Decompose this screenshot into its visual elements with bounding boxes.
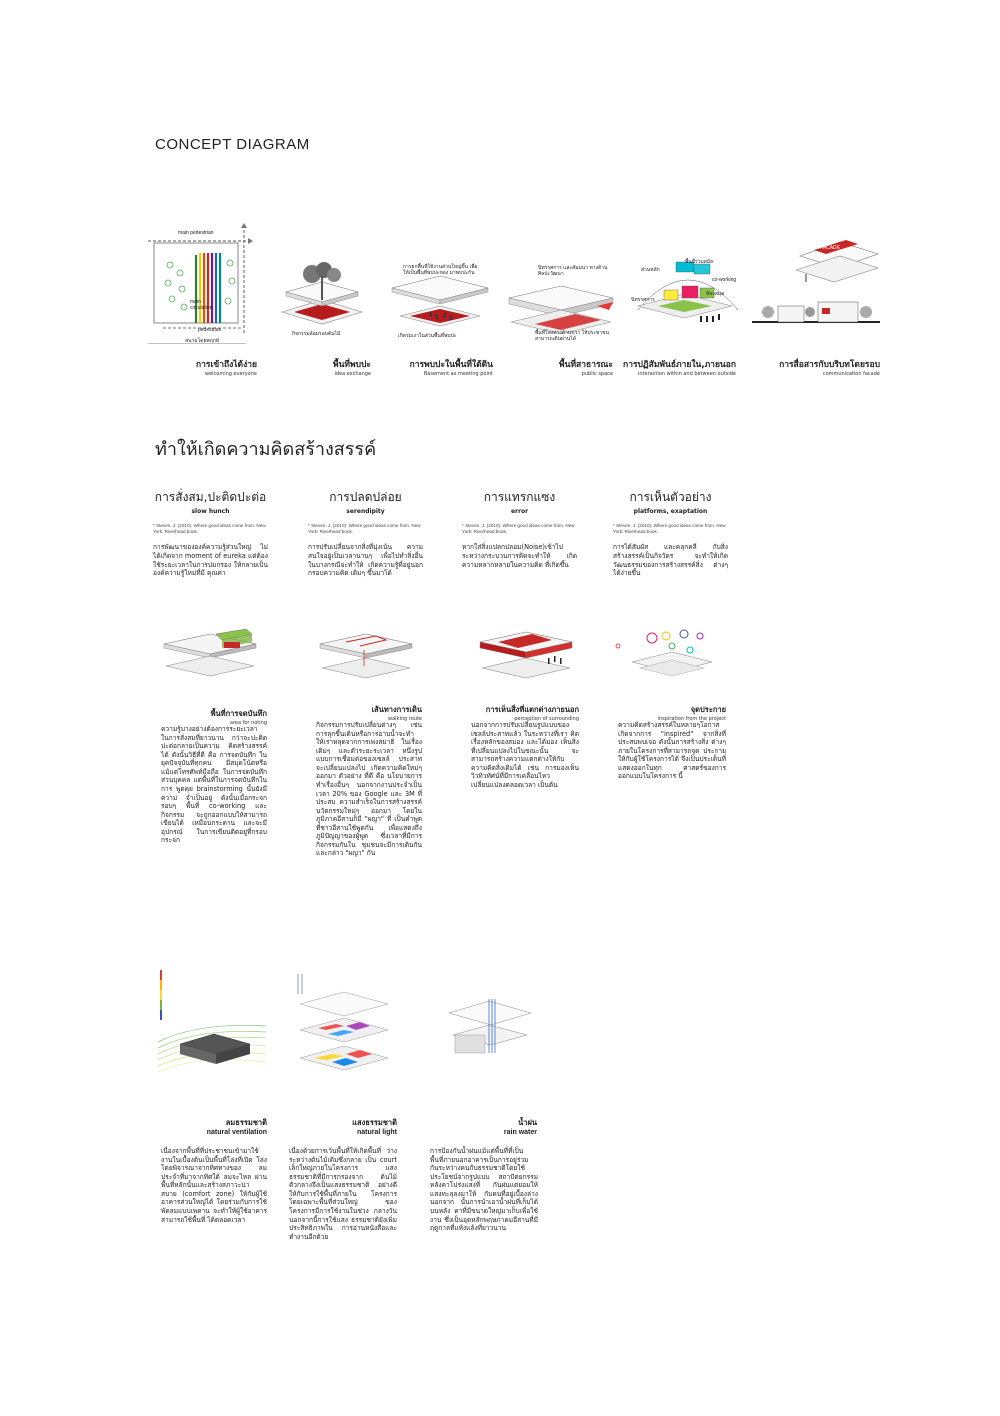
interaction-coworking-label: co-working [712, 277, 737, 283]
col-body: การปรับเปลี่ยนจากสิ่งที่มุ่งเน้น ความสนใจอยู่เป็นเวลานานๆ เพื่อไปทำสิ่งอื่น ในบางกรณีจะทำให้ เกิดความรู้ที่อยู่นอกกรอบความคิด เดิมๆ ขึ้นมาได้ [308, 543, 423, 578]
concept-caption-6: การสื่อสารกับบริบทโดยรอบ communication facade [779, 360, 880, 377]
env-text-light: เนื่องด้วยการเว้นพื้นที่ให้เกิดพื้นที่ ว่างระหว่างต้นไม้เดิมซึ่งกลาย เป็น court เล็กใหญ่ภายในโครงการ แสงธรรมชาติที่มีการกรองจาก ต้นไม้ตัวกลางจึงเป็นแสงธรรมชาติ อย่างดีให้กับการใช้พื้นที่ภายใน โครงการ โดยเฉพาะพื้นที่ส่วนใหญ่ ของโครงการมีการใช้งานในช่วง กลางวัน นอกจากนี้การใช้แสง ธรรมชาติยังเพิ่มประสิทธิภาพใน การอ่านหนังสือและทำงานอีกด้วย [289, 1147, 397, 1241]
strategy-text-walking: กิจกรรมการปรับเปลี่ยนต่างๆ เช่น การลุกขึ้นเดินหรือการอาบน้ำจะทำ ให้เราหลุดจากการเพ่งสมาธิ ในเรื่องเดิมๆ และตัวระยะระเวลา หนึ่งรูปแบบการเชื่อมต่อของเซลล์ ประสาทจะเปลี่ยนแปลงไป เกิดความคิดใหม่ๆ ออกมา ตัวอย่าง ที่ดี คือ นโยบายการทำเรื่องอื่นๆ นอกจากงานประจำเป็นเวลา 20% ของ Google และ 3M ที่ประสบ ความสำเร็จในการสร้างสรรค์ นวัตกรรมใหม่ๆ ออกมา โดยใน ภูมิภาคอีสานก็มี "ผญา" ที่ เป็นคำพูดที่ชาวอีสานใช้พูดกัน เพื่อแสดงถึงภูมิปัญญาของผู้พูด ซึ่งเวลาที่มีการกิจกรรมกันใน ชุมชนจะมีการเดินกัน และกล่าว "ผญา" กัน [316, 721, 422, 858]
basement-note-label: การยกพื้นที่ใช้งานส่วนใหญ่ขึ้น เพื่อให้เป็นพื้นที่พบปะของ มาพบปะกัน [403, 264, 478, 276]
facade-label: FACADE [820, 245, 841, 251]
creativity-col-platforms [613, 488, 728, 578]
idea-exchange-diagram [280, 262, 365, 337]
strategy-text-surrounding: นอกจากการปรับเปลี่ยนรูปแบบของ เซลล์ประสาทแล้ว ในระหว่างที่เรา คิดเรื่องหลักของสมอง และได้มอง เห็นสิ่งที่เปลี่ยนแปลงไปในขณะนั้น จะสามารถสร้างความแตกต่างให้กับ ความคิดสิ่งเดิมได้ เช่น การมองเห็น วิวทิวทัศน์ที่มีการเคลื่อนไหว เปลี่ยนแปลงตลอดเวลา เป็นต้น [471, 721, 579, 789]
env-text-ventilation: เนื่องจากพื้นที่ที่ประชาชนเข้ามาใช้ งานในเบื้องต้นเป็นพื้นที่โล่งที่เปิด โล่ง โดยพิจารณาจากทิศทางของ ลมประจำที่มาจากทิศใต้ ลมจะไหล ผ่านพื้นที่หลักนั้นและสร้างสภาวะน่า สบาย (comfort zone) ให้กับผู้ใช้อาคารส่วนใหญ่ได้ โดยร่วมกับการใช้พัดลมแบบเพดาน จะทำให้ผู้ใช้อาคารสามารถใช้พื้นที่ ได้ตลอดเวลา [161, 1147, 267, 1224]
strategy-caption-walking: เส้นทางการเดิน walking route [371, 705, 422, 722]
interaction-library-label: ห้องสมุด [706, 291, 725, 297]
facade-diagram [752, 226, 880, 334]
natural-light-diagram [288, 970, 398, 1082]
col-subtitle: serendipity [346, 508, 385, 515]
concept-caption-4: พื้นที่สาธารณะ public space [559, 360, 613, 377]
basement-meeting-label: เกิดร่มเงาในส่วนพื้นที่พบปะ [398, 333, 457, 339]
col-reference: * Steven, J. (2010). Where good ideas come from. New York: Riverhead book. [308, 523, 421, 535]
page-title: CONCEPT DIAGRAM [155, 136, 310, 153]
strategy-caption-noting: พื้นที่การจดบันทึก area for noting [210, 709, 267, 726]
section-heading: ทำให้เกิดความคิดสร้างสรรค์ [155, 439, 377, 460]
strategy-text-inspiration: ความคิดสร้างสรรค์ในหลายๆโอกาส เกิดจากการ "inspired" จากสิ่งที่ ประสบพบเจอ ดังนั้นการสร้างสิ่ง ต่างๆ ภายในโครงการที่สามารถจุด ประกายให้กับผู้ใช้โครงการได้ จึงเป็นประเด็นที่แสดงออกในทุก ศาสตร์ของการออกแบบในโครงการ นี้ [618, 721, 726, 781]
col-body: การพัฒนาขององค์ความรู้ส่วนใหญ่ ไม่ได้เกิดจาก moment of eureka แต่ต้องใช้ระยะเวลาในการบ่มกรอง ให้กลายเป็นองค์ความรู้ใหม่ที่มี คุณค่า [153, 543, 268, 578]
col-body: หากใส่สิ่งแปลกปลอม(Noise)เข้าไป ระหว่างกระบวนการคิดจะทำให้ เกิดความหลากหลายในความคิด ที่เกิดขึ้น [462, 543, 577, 569]
env-caption-light: แสงธรรมชาติ natural light [352, 1118, 397, 1136]
concept-caption-5: การปฏิสัมพันธ์ภายใน,ภายนอก interaction within and between outside [623, 360, 736, 377]
walking-route-diagram [316, 630, 416, 682]
activity-trees-label: กิจกรรมล้อมรอบต้นไม้ [292, 331, 341, 337]
interaction-exhibit-label: นิทรรศการ [631, 297, 655, 303]
col-body: การได้สัมผัส และคลุกคลี กับสิ่ง สร้างสรรค์เป็นกิจวัตร จะทำให้เกิด วัฒนธรรมของการสร้างสรรค์สิ่ง ต่างๆ ได้ง่ายขึ้น [613, 543, 728, 578]
creativity-col-slow-hunch [153, 488, 268, 578]
strategy-caption-surrounding: การเห็นสิ่งที่แตกต่างภายนอก perception of surrounding [485, 705, 579, 722]
main-circulation-label: main circulation [190, 299, 213, 311]
strategy-caption-inspiration: จุดประกาย inspiration from the project [657, 705, 726, 722]
strategy-text-noting: ความรู้บางอย่างต้องการระยะเวลา ในการสั่งสมที่ยาวนาน กว่าจะปะติดปะต่อกลายเป็นความ คิดสร้างสรรค์ได้ ดังนั้นวิธีที่ดี คือ การจดบันทึก ในยุคปัจจุบันที่ทุกคน มีสมุดโน้ตหรือแม้แต่โทรศัพท์มือถือ ในการจดบันทึกส่วนบุคคล แต่พื้นที่ในการจดบันทึกในการ พูดคุย brainstorming นั้นยังมีความ จำเป็นอยู่ ดังนั้นเมื่อกระจกรอบๆ พื้นที่ co-working และกิจกรรม จะถูกออกแบบให้สามารถเขียนได้ เหมือนกระดาน และจะมีอุปกรณ์ ในการเขียนติดอยู่ที่กรอบกระจก [161, 725, 267, 845]
col-subtitle: platforms, exaptation [633, 508, 708, 515]
col-title: การสั่งสม,ปะติดปะต่อ [154, 490, 267, 504]
col-subtitle: slow hunch [191, 508, 230, 515]
col-reference: * Steven, J. (2010). Where good ideas come from. New York: Riverhead book. [613, 523, 726, 535]
col-title: การแทรกแซง [483, 490, 556, 504]
inspiration-diagram [612, 628, 727, 684]
creativity-col-serendipity [308, 488, 423, 578]
surrounding-perception-diagram [476, 628, 576, 684]
col-reference: * Steven, J. (2010). Where good ideas come from. New York: Riverhead book. [153, 523, 266, 535]
public-note-label: นิทรรศการ และสัมมนา ทางด้านศิลปะวัฒนา [538, 265, 608, 277]
main-pedestrian-label: main pedestrian [178, 230, 214, 236]
col-reference: * Steven, J. (2010). Where good ideas come from. New York: Riverhead book. [462, 523, 575, 535]
basement-meeting-diagram [390, 272, 490, 337]
env-caption-ventilation: ลมธรรมชาติ natural ventilation [206, 1118, 267, 1136]
noting-area-diagram [160, 628, 260, 680]
pedestrian-label: pedestrian [198, 327, 222, 333]
col-title: การปลดปล่อย [329, 490, 402, 504]
concept-caption-2: พื้นที่พบปะ idea exchange [333, 360, 371, 377]
ventilation-diagram [158, 968, 268, 1078]
concept-caption-3: การพบปะในพื้นที่ใต้ดิน Basement as meeting point [409, 360, 493, 377]
interaction-top-label: พื้นที่ร่วมสมัย [685, 259, 714, 265]
creativity-col-error [462, 488, 577, 569]
col-title: การเห็นตัวอย่าง [629, 490, 712, 504]
rainwater-diagram [445, 995, 535, 1065]
env-caption-rain: น้ำฝน rain water [503, 1118, 537, 1136]
park-label: สนามโดยพฤกษ์ [185, 338, 220, 344]
env-text-rain: การป้องกันน้ำฝนแม้แต่พื้นที่ที่เป็น พื้นที่ภายนอกอาคารเป็นการอยู่ร่วม กันระหว่างคนกับธรรมชาติโดยใช้ ประโยชน์จากรูปแบบ สถาปัตยกรรมหลังคาโปร่งแสงที่ กันฝนแต่ยอมให้แสงทะลุลงมาให้ กับคนที่อยู่เบื้องล่าง นอกจาก นั้นการนำเอาน้ำฝนที่เก็บได้บนหลัง คาที่มีขนาดใหญ่มาเก็บเพื่อใช้งาน ซึ่งเป็นอุดหลักพฤษภาคมอีสานที่มี ฤดูกาลที่แห้งแล้งที่ยาวนาน [430, 1147, 538, 1233]
interaction-main-label: ส่วนหลัก [641, 267, 660, 273]
col-subtitle: error [510, 508, 529, 515]
concept-caption-1: การเข้าถึงได้ง่าย welcoming everyone [196, 360, 257, 377]
public-bottom-label: พื้นที่โล่งทางด้านขวา ให้ประชาชนสามารถเดินผ่านได้ [535, 330, 609, 342]
